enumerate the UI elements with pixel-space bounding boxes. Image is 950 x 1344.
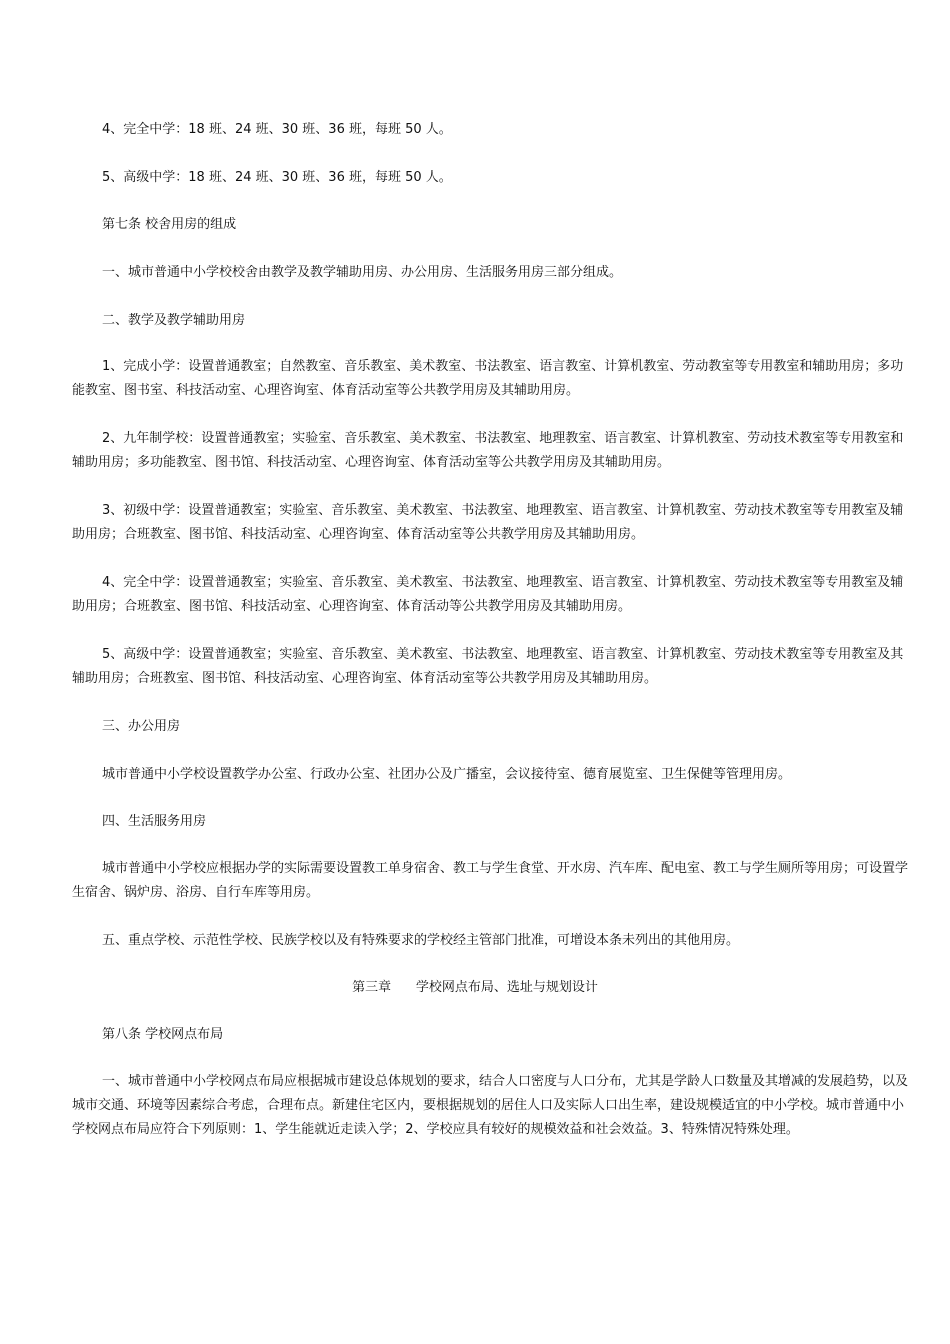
chapter-three-heading: 第三章 学校网点布局、选址与规划设计 [352,980,598,995]
section-office-rooms-heading: 三、办公用房 [102,719,181,734]
paragraph-complete-middle-school-classes: 4、完全中学：18 班、24 班、30 班、36 班，每班 50 人。 [102,122,452,137]
paragraph-nine-year-school-rooms: 2、九年制学校：设置普通教室；实验室、音乐教室、美术教室、书法教室、地理教室、语言教室、计算机教室、劳动技术教室等专用教室和辅助用房；多功能教室、图书馆、科技活动室、心理咨询室、体育活动室等公共教学用房及其辅助用房。 [72,431,904,470]
paragraph-junior-middle-school-rooms: 3、初级中学：设置普通教室；实验室、音乐教室、美术教室、书法教室、地理教室、语言教室、计算机教室、劳动技术教室等专用教室及辅助用房；合班教室、图书馆、科技活动室、心理咨询室、体育活动室等公共教学用房及其辅助用房。 [72,503,904,542]
section-living-service-rooms-heading: 四、生活服务用房 [102,814,207,829]
paragraph-special-schools: 五、重点学校、示范性学校、民族学校以及有特殊要求的学校经主管部门批准，可增设本条未列出的其他用房。 [102,933,740,948]
article-eight-heading: 第八条 学校网点布局 [102,1027,224,1042]
paragraph-living-service-rooms: 城市普通中小学校应根据办学的实际需要设置教工单身宿舍、教工与学生食堂、开水房、汽车库、配电室、教工与学生厕所等用房；可设置学生宿舍、锅炉房、浴房、自行车库等用房。 [72,861,909,900]
paragraph-senior-high-school-rooms: 5、高级中学：设置普通教室；实验室、音乐教室、美术教室、书法教室、地理教室、语言教室、计算机教室、劳动技术教室等专用教室及其辅助用房；合班教室、图书馆、科技活动室、心理咨询室、体育活动室等公共教学用房及其辅助用房。 [72,647,904,686]
paragraph-building-composition: 一、城市普通中小学校校舍由教学及教学辅助用房、办公用房、生活服务用房三部分组成。 [102,265,623,280]
paragraph-senior-high-school-classes: 5、高级中学：18 班、24 班、30 班、36 班，每班 50 人。 [102,170,452,185]
paragraph-office-rooms: 城市普通中小学校设置教学办公室、行政办公室、社团办公及广播室，会议接待室、德育展览室、卫生保健等管理用房。 [102,767,792,782]
article-seven-heading: 第七条 校舍用房的组成 [102,217,237,232]
paragraph-primary-school-rooms: 1、完成小学：设置普通教室；自然教室、音乐教室、美术教室、书法教室、语言教室、计算机教室、劳动教室等专用教室和辅助用房；多功能教室、图书室、科技活动室、心理咨询室、体育活动室等公共教学用房及其辅助用房。 [72,359,904,398]
section-teaching-rooms-heading: 二、教学及教学辅助用房 [102,313,246,328]
paragraph-complete-middle-school-rooms: 4、完全中学：设置普通教室；实验室、音乐教室、美术教室、书法教室、地理教室、语言教室、计算机教室、劳动技术教室等专用教室及辅助用房；合班教室、图书馆、科技活动室、心理咨询室、体育活动等公共教学用房及其辅助用房。 [72,575,904,614]
paragraph-school-network-layout: 一、城市普通中小学校网点布局应根据城市建设总体规划的要求，结合人口密度与人口分布，尤其是学龄人口数量及其增减的发展趋势，以及城市交通、环境等因素综合考虑，合理布点。新建住宅区内，要根据规划的居住人口及实际人口出生率，建设规模适宜的中小学校。城市普通中小学校网点布局应符合下列原则：1、学生能就近走读入学；2、学校应具有较好的规模效益和社会效益。3、特殊情况特殊处理。 [72,1074,909,1137]
